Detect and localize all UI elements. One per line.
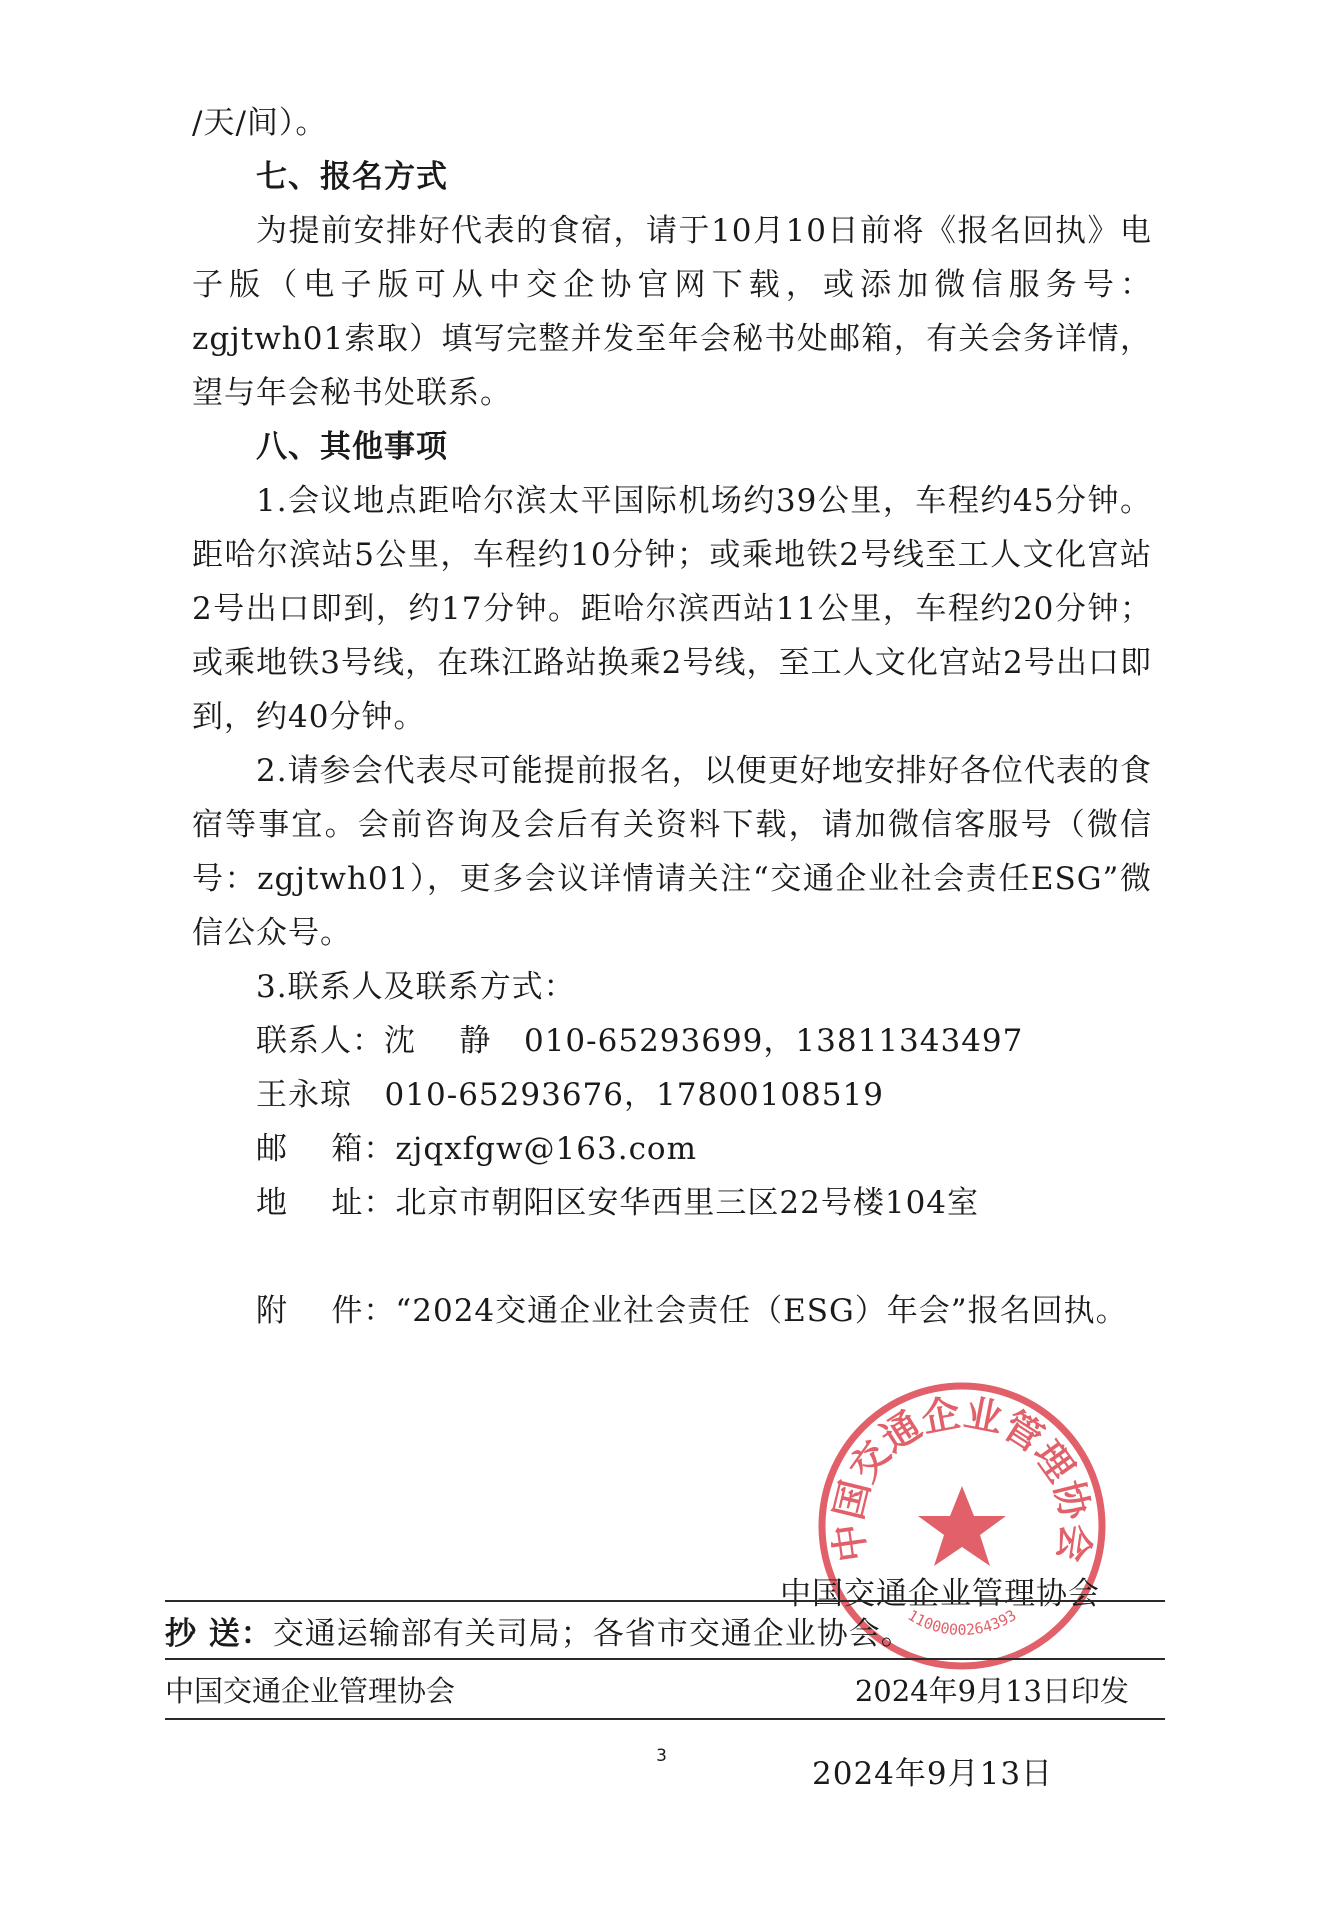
cc-label: 抄 送： [165,1615,273,1652]
document-footer [165,1600,1165,1720]
registration-paragraph: 为提前安排好代表的食宿，请于10月10日前将《报名回执》电子版（电子版可从中交企协官网下载，或添加微信服务号：zgjtwh01索取）填写完整并发至年会秘书处邮箱，有关会务详情，望与年会秘书处联系。 [192,213,1152,411]
page-number: 3 [656,1746,667,1766]
signature-date: 2024年9月13日 [812,1756,1054,1792]
cc-recipients: 交通运输部有关司局；各省市交通企业协会。 [272,1615,913,1652]
section-heading-other-matters: 八、其他事项 [256,429,448,465]
attachment-line: 附 件：“2024交通企业社会责任（ESG）年会”报名回执。 [256,1293,1128,1329]
address-line: 地 址：北京市朝阳区安华西里三区22号楼104室 [256,1185,980,1221]
continuation-text: /天/间）。 [192,105,328,141]
footer-rule-bottom [165,1718,1165,1720]
spacer [192,1230,1152,1284]
issuer-name: 中国交通企业管理协会 [165,1673,456,1708]
other-matters-item-1: 1.会议地点距哈尔滨太平国际机场约39公里，车程约45分钟。距哈尔滨站5公里，车程约10分钟；或乘地铁2号线至工人文化宫站2号出口即到，约17分钟。距哈尔滨西站11公里，车程约20分钟；或乘地铁3号线，在珠江路站换乘2号线，至工人文化宫站2号出口即到，约40分钟。 [192,483,1152,735]
contact-line-shen-jing: 联系人：沈 静 010-65293699，13811343497 [256,1023,1024,1059]
document-body [192,96,1152,1338]
email-line: 邮 箱：zjqxfgw@163.com [256,1131,697,1167]
cc-line [165,1602,1165,1658]
section-heading-registration: 七、报名方式 [256,159,448,195]
other-matters-item-2: 2.请参会代表尽可能提前报名，以便更好地安排好各位代表的食宿等事宜。会前咨询及会后有关资料下载，请加微信客服号（微信号：zgjtwh01），更多会议详情请关注“交通企业社会责任ESG”微信公众号。 [192,753,1152,951]
seal-arc-text: 中国交通企业管理协会 [825,1390,1099,1565]
signer-organization: 中国交通企业管理协会 [780,1576,1100,1612]
contact-line-wang-yongqiong: 王永琼 010-65293676，17800108519 [256,1077,884,1113]
issue-date: 2024年9月13日印发 [854,1673,1129,1708]
other-matters-item-3-title: 3.联系人及联系方式： [256,969,576,1005]
issuer-line [165,1660,1165,1718]
seal-number: 1100000264393 [904,1606,1020,1640]
